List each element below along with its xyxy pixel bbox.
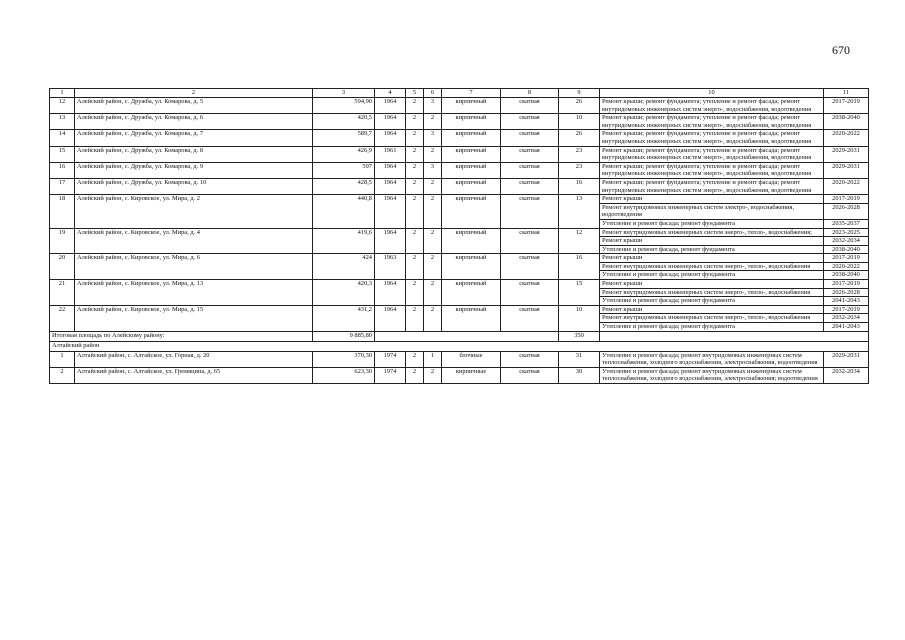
floors-cell: 2 [406, 367, 424, 383]
period-cell: 2017-2019 [824, 195, 869, 204]
year-cell: 1964 [375, 178, 406, 194]
period-cell: 2023-2025 [824, 228, 869, 237]
address-cell: Алейский район, с. Дружба, ул. Комарова, д. 8 [75, 146, 313, 162]
table-row [50, 228, 869, 237]
row-number-cell: 17 [50, 178, 75, 194]
area-cell: 420,5 [313, 114, 375, 130]
floors-cell: 2 [406, 146, 424, 162]
address-cell: Алейский район, с. Кировское, ул. Мира, д. 4 [75, 228, 313, 254]
wall-material-cell: кирпичный [442, 195, 501, 228]
residents-cell: 16 [559, 178, 600, 194]
row-number-cell: 2 [50, 367, 75, 383]
column-number: 1 [50, 89, 75, 98]
works-cell: Ремонт внутридомовых инженерных систем электро-, водоснабжения, водоотведения [600, 203, 824, 219]
residents-cell: 16 [559, 254, 600, 280]
floors-cell: 2 [406, 280, 424, 306]
works-cell: Ремонт крыши [600, 237, 824, 246]
row-number-cell: 1 [50, 351, 75, 367]
period-cell: 2017-2019 [824, 305, 869, 314]
floors-cell: 2 [406, 195, 424, 228]
entrances-cell: 2 [424, 195, 442, 228]
period-cell: 2029-2031 [824, 351, 869, 367]
column-number: 3 [313, 89, 375, 98]
entrances-cell: 2 [424, 114, 442, 130]
works-cell: Ремонт крыши [600, 195, 824, 204]
works-cell: Утепление и ремонт фасада; ремонт внутридомовых инженерных систем теплоснабжения, холодного водоснабжения, электроснабжения, водоотведения [600, 351, 824, 367]
column-number-row [50, 89, 869, 98]
address-cell: Алтайский район, с. Алтайское, ул. Горная, д. 20 [75, 351, 313, 367]
entrances-cell: 3 [424, 98, 442, 114]
floors-cell: 2 [406, 162, 424, 178]
year-cell: 1964 [375, 195, 406, 228]
entrances-cell: 2 [424, 146, 442, 162]
works-cell: Ремонт крыши; ремонт фундамента; утепление и ремонт фасада; ремонт внутридомовых инженерных систем энерго-, водоснабжения, водоотведения [600, 178, 824, 194]
district-total-row [50, 331, 869, 341]
column-number: 10 [600, 89, 824, 98]
table-row [50, 178, 869, 194]
year-cell: 1974 [375, 367, 406, 383]
area-cell: 597 [313, 162, 375, 178]
housing-register-table [49, 88, 869, 384]
residents-cell: 15 [559, 280, 600, 306]
year-cell: 1964 [375, 130, 406, 146]
roof-type-cell: скатная [501, 195, 559, 228]
total-label-cell: Итоговая площадь по Алейскому району: [50, 331, 313, 341]
wall-material-cell: кирпичный [442, 146, 501, 162]
works-cell: Ремонт внутридомовых инженерных систем энерго-, тепло-, водоснабжения; [600, 228, 824, 237]
row-number-cell: 15 [50, 146, 75, 162]
district-header-cell: Алтайский район [50, 341, 869, 351]
period-cell: 2038-2040 [824, 114, 869, 130]
area-cell: 589,7 [313, 130, 375, 146]
empty-cell [600, 331, 869, 341]
wall-material-cell: кирпичный [442, 162, 501, 178]
year-cell: 1963 [375, 254, 406, 280]
wall-material-cell: кирпичный [442, 114, 501, 130]
residents-cell: 12 [559, 228, 600, 254]
works-cell: Ремонт крыши [600, 280, 824, 289]
residents-cell: 23 [559, 146, 600, 162]
row-number-cell: 18 [50, 195, 75, 228]
table-row [50, 280, 869, 289]
wall-material-cell: кирпичный [442, 254, 501, 280]
period-cell: 2026-2028 [824, 203, 869, 219]
floors-cell: 2 [406, 351, 424, 367]
entrances-cell: 3 [424, 162, 442, 178]
empty-cell [375, 331, 559, 341]
column-number: 11 [824, 89, 869, 98]
table-row [50, 162, 869, 178]
roof-type-cell: скатная [501, 146, 559, 162]
page-number: 670 [832, 43, 850, 57]
year-cell: 1964 [375, 228, 406, 254]
roof-type-cell: скатная [501, 305, 559, 331]
entrances-cell: 2 [424, 280, 442, 306]
area-cell: 419,6 [313, 228, 375, 254]
year-cell: 1964 [375, 114, 406, 130]
period-cell: 2038-2040 [824, 245, 869, 254]
column-number: 5 [406, 89, 424, 98]
table-row [50, 367, 869, 383]
column-number: 6 [424, 89, 442, 98]
year-cell: 1964 [375, 162, 406, 178]
period-cell: 2020-2022 [824, 178, 869, 194]
residents-cell: 23 [559, 162, 600, 178]
roof-type-cell: скатная [501, 228, 559, 254]
row-number-cell: 12 [50, 98, 75, 114]
works-cell: Утепление и ремонт фасада, ремонт фундамента [600, 245, 824, 254]
table-row [50, 130, 869, 146]
address-cell: Алейский район, с. Кировское, ул. Мира, д. 6 [75, 254, 313, 280]
works-cell: Ремонт внутридомовых инженерных систем энерго-, тепло-, водоснабжения [600, 262, 824, 271]
roof-type-cell: скатная [501, 162, 559, 178]
floors-cell: 2 [406, 228, 424, 254]
address-cell: Алейский район, с. Дружба, ул. Комарова, д. 7 [75, 130, 313, 146]
works-cell: Ремонт внутридомовых инженерных систем энерго-, тепло-, водоснабжения [600, 288, 824, 297]
entrances-cell: 2 [424, 228, 442, 254]
residents-cell: 10 [559, 305, 600, 331]
area-cell: 426,9 [313, 146, 375, 162]
works-cell: Ремонт крыши [600, 305, 824, 314]
wall-material-cell: кирпичный [442, 178, 501, 194]
address-cell: Алейский район, с. Дружба, ул. Комарова, д. 5 [75, 98, 313, 114]
wall-material-cell: блочные [442, 351, 501, 367]
period-cell: 2026-2028 [824, 288, 869, 297]
area-cell: 431,2 [313, 305, 375, 331]
works-cell: Утепление и ремонт фасада; ремонт фундамента [600, 219, 824, 228]
entrances-cell: 2 [424, 254, 442, 280]
row-number-cell: 21 [50, 280, 75, 306]
year-cell: 1964 [375, 280, 406, 306]
wall-material-cell: кирпичные [442, 367, 501, 383]
residents-cell: 31 [559, 351, 600, 367]
entrances-cell: 2 [424, 178, 442, 194]
works-cell: Ремонт крыши; ремонт фундамента; утепление и ремонт фасада; ремонт внутридомовых инженерных систем энерго-, водоснабжения, водоотведения [600, 162, 824, 178]
table-row [50, 195, 869, 204]
area-cell: 594,90 [313, 98, 375, 114]
works-cell: Утепление и ремонт фасада; ремонт фундамента [600, 323, 824, 332]
works-cell: Ремонт крыши; ремонт фундамента; утепление и ремонт фасада; ремонт внутридомовых инженерных систем энерго-, водоснабжения, водоотведения [600, 130, 824, 146]
works-cell: Ремонт крыши; ремонт фундамента; утепление и ремонт фасада; ремонт внутридомовых инженерных систем энерго-, водоснабжения, водоотведения [600, 98, 824, 114]
floors-cell: 2 [406, 305, 424, 331]
address-cell: Алтайский район, с. Алтайское, ул. Гремяцина, д. 65 [75, 367, 313, 383]
column-number: 8 [501, 89, 559, 98]
period-cell: 2032-2034 [824, 237, 869, 246]
area-cell: 428,5 [313, 178, 375, 194]
period-cell: 2020-2022 [824, 130, 869, 146]
table-row [50, 146, 869, 162]
works-cell: Ремонт крыши [600, 254, 824, 263]
address-cell: Алейский район, с. Дружба, ул. Комарова, д. 10 [75, 178, 313, 194]
table-row [50, 305, 869, 314]
row-number-cell: 19 [50, 228, 75, 254]
period-cell: 2032-2034 [824, 367, 869, 383]
wall-material-cell: кирпичный [442, 98, 501, 114]
row-number-cell: 20 [50, 254, 75, 280]
roof-type-cell: скатная [501, 98, 559, 114]
floors-cell: 2 [406, 98, 424, 114]
row-number-cell: 16 [50, 162, 75, 178]
row-number-cell: 14 [50, 130, 75, 146]
period-cell: 2032-2034 [824, 314, 869, 323]
wall-material-cell: кирпичный [442, 228, 501, 254]
entrances-cell: 2 [424, 367, 442, 383]
works-cell: Ремонт крыши; ремонт фундамента; утепление и ремонт фасада; ремонт внутридомовых инженерных систем энерго-, водоснабжения, водоотведения [600, 114, 824, 130]
roof-type-cell: скатная [501, 130, 559, 146]
table-row [50, 254, 869, 263]
total-residents-cell: 350 [559, 331, 600, 341]
works-cell: Утепление и ремонт фасада; ремонт фундамента [600, 297, 824, 306]
period-cell: 2017-2019 [824, 280, 869, 289]
period-cell: 2029-2031 [824, 162, 869, 178]
roof-type-cell: скатная [501, 114, 559, 130]
address-cell: Алейский район, с. Дружба, ул. Комарова, д. 6 [75, 114, 313, 130]
floors-cell: 2 [406, 130, 424, 146]
year-cell: 1974 [375, 351, 406, 367]
period-cell: 2029-2031 [824, 146, 869, 162]
roof-type-cell: скатная [501, 178, 559, 194]
row-number-cell: 13 [50, 114, 75, 130]
year-cell: 1961 [375, 146, 406, 162]
area-cell: 370,30 [313, 351, 375, 367]
address-cell: Алейский район, с. Кировское, ул. Мира, д. 2 [75, 195, 313, 228]
table-body [50, 89, 869, 384]
period-cell: 2017-2019 [824, 98, 869, 114]
row-number-cell: 22 [50, 305, 75, 331]
entrances-cell: 3 [424, 130, 442, 146]
district-header-row [50, 341, 869, 351]
period-cell: 2041-2043 [824, 297, 869, 306]
address-cell: Алейский район, с. Кировское, ул. Мира, д. 13 [75, 280, 313, 306]
area-cell: 420,3 [313, 280, 375, 306]
period-cell: 2035-2037 [824, 219, 869, 228]
wall-material-cell: кирпичный [442, 280, 501, 306]
table-row [50, 98, 869, 114]
address-cell: Алейский район, с. Дружба, ул. Комарова, д. 9 [75, 162, 313, 178]
roof-type-cell: скатная [501, 351, 559, 367]
roof-type-cell: скатная [501, 280, 559, 306]
roof-type-cell: скатная [501, 254, 559, 280]
floors-cell: 2 [406, 254, 424, 280]
total-area-cell: 9 885,80 [313, 331, 375, 341]
table-row [50, 114, 869, 130]
area-cell: 440,8 [313, 195, 375, 228]
roof-type-cell: скатная [501, 367, 559, 383]
column-number: 2 [75, 89, 313, 98]
year-cell: 1964 [375, 98, 406, 114]
column-number: 7 [442, 89, 501, 98]
address-cell: Алейский район, с. Кировское, ул. Мира, д. 15 [75, 305, 313, 331]
floors-cell: 2 [406, 178, 424, 194]
period-cell: 2017-2019 [824, 254, 869, 263]
entrances-cell: 1 [424, 351, 442, 367]
period-cell: 2041-2043 [824, 323, 869, 332]
table-row [50, 351, 869, 367]
residents-cell: 13 [559, 195, 600, 228]
residents-cell: 26 [559, 98, 600, 114]
period-cell: 2038-2040 [824, 271, 869, 280]
residents-cell: 30 [559, 367, 600, 383]
works-cell: Ремонт крыши; ремонт фундамента; утепление и ремонт фасада; ремонт внутридомовых инженерных систем энерго-, водоснабжения, водоотведения [600, 146, 824, 162]
column-number: 9 [559, 89, 600, 98]
area-cell: 424 [313, 254, 375, 280]
residents-cell: 10 [559, 114, 600, 130]
wall-material-cell: кирпичный [442, 130, 501, 146]
works-cell: Утепление и ремонт фасада; ремонт фундамента [600, 271, 824, 280]
area-cell: 623,30 [313, 367, 375, 383]
floors-cell: 2 [406, 114, 424, 130]
year-cell: 1964 [375, 305, 406, 331]
wall-material-cell: кирпичный [442, 305, 501, 331]
entrances-cell: 2 [424, 305, 442, 331]
period-cell: 2020-2022 [824, 262, 869, 271]
residents-cell: 26 [559, 130, 600, 146]
works-cell: Ремонт внутридомовых инженерных систем энерго-, тепло-, водоснабжения [600, 314, 824, 323]
column-number: 4 [375, 89, 406, 98]
works-cell: Утепление и ремонт фасада; ремонт внутридомовых инженерных систем теплоснабжения, холодного водоснабжения, электроснабжения; водоотведения [600, 367, 824, 383]
